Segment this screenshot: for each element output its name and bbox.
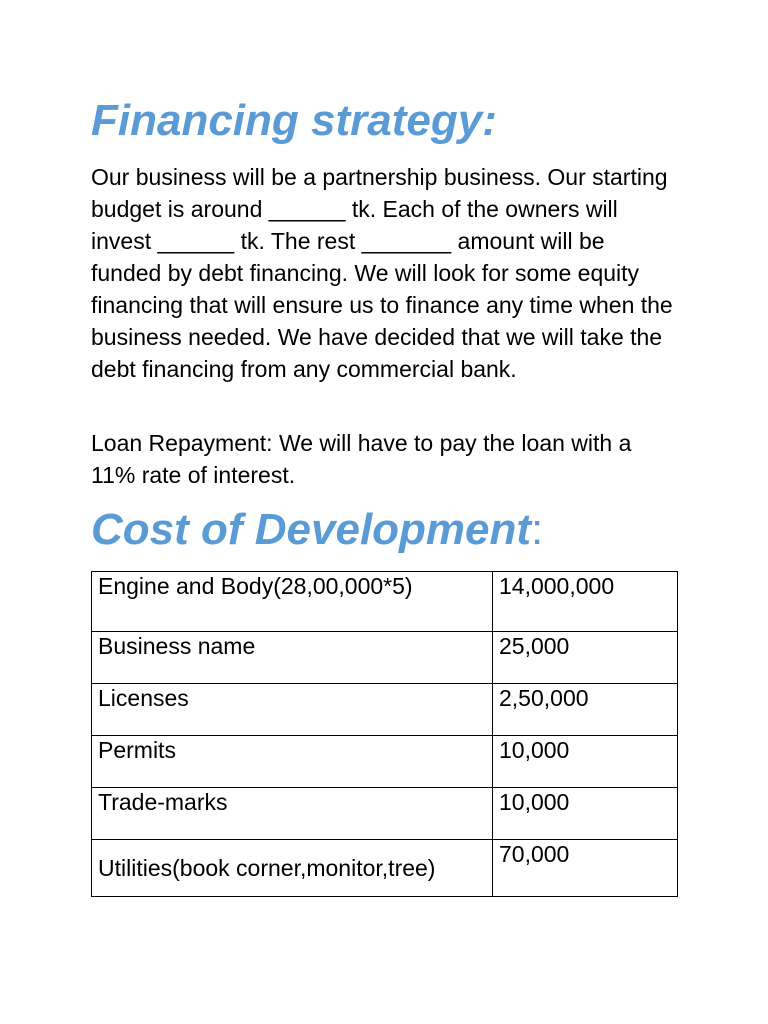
cost-item-cell: Business name bbox=[92, 632, 493, 684]
table-row bbox=[92, 840, 678, 897]
cost-of-development-heading-colon: : bbox=[531, 505, 544, 554]
cost-item-cell: Trade-marks bbox=[92, 788, 493, 840]
cost-of-development-heading bbox=[91, 505, 543, 555]
financing-paragraph: Our business will be a partnership business. Our starting budget is around ______ tk. Each of the owners will invest ______ tk. The rest _______ amount will be funded by debt financing. We will look for some equity financing that will ensure us to finance any time when the business needed. We have decided that we will take the debt financing from any commercial bank. bbox=[91, 164, 673, 382]
cost-item-cell: Utilities(book corner,monitor,tree) bbox=[92, 840, 493, 897]
cost-amount-cell: 14,000,000 bbox=[493, 572, 678, 632]
cost-table bbox=[91, 571, 678, 897]
cost-item-cell: Engine and Body(28,00,000*5) bbox=[92, 572, 493, 632]
table-row bbox=[92, 788, 678, 840]
cost-item-cell: Licenses bbox=[92, 684, 493, 736]
cost-amount-cell: 70,000 bbox=[493, 840, 678, 897]
cost-amount-cell: 10,000 bbox=[493, 736, 678, 788]
cost-amount-cell: 25,000 bbox=[493, 632, 678, 684]
cost-amount-cell: 2,50,000 bbox=[493, 684, 678, 736]
cost-item-cell: Permits bbox=[92, 736, 493, 788]
financing-strategy-heading: Financing strategy: bbox=[91, 96, 497, 145]
cost-amount-cell: 10,000 bbox=[493, 788, 678, 840]
table-row bbox=[92, 684, 678, 736]
table-row bbox=[92, 572, 678, 632]
table-row bbox=[92, 632, 678, 684]
table-row bbox=[92, 736, 678, 788]
loan-repayment-paragraph: Loan Repayment: We will have to pay the loan with a 11% rate of interest. bbox=[91, 430, 632, 488]
cost-of-development-heading-text: Cost of Development bbox=[91, 505, 532, 554]
